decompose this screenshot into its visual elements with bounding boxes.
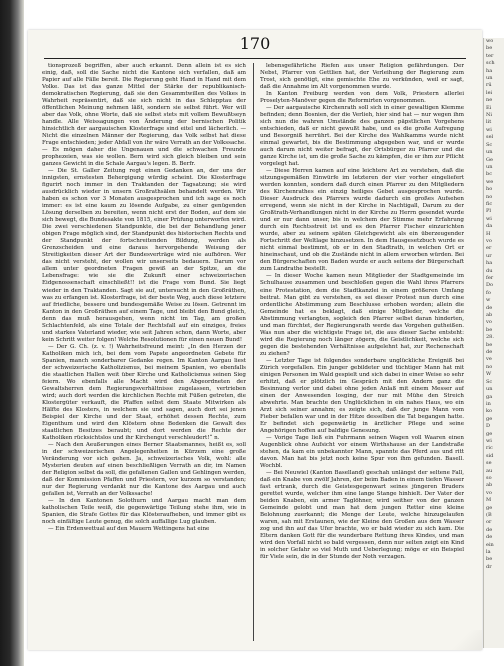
adjacent-page-fragment: wi (486, 126, 492, 133)
adjacent-page-fragment: de (486, 526, 493, 533)
paragraph: — Die St. Galler Zeitung regt einen Gedanken an, der uns der innigsten, ernstesten Behergigung würdig scheint. Die Klosterfrage figurirt noch immer in den Traktanden der Tagsatzung; sie wird ausdrücklich wieder in unsern Großrathsälen behandelt werden. Wir haben es schon vor 3 Monaten ausgesprochen und ich sage es noch immer: es ist eine kaum zu lösende Aufgabe, zu einer genügenden Lösung derselben zu bereiten, wenn nicht erst der Boden, auf dem sie sich bewegt, die Bundesakte von 1815, einer Prüfung unterworfen wird. Die zwei verschiedenen Standpunkte, die bei der Behandlung jener obigen Frage möglich sind, der Standpunkt des historischen Rechts und der Standpunkt der fortschreitenden Bildung, werden als Grenzscheiden und eine daraus hervorgehende Weisung der Streitigkeiten dieser Art der Bundesverträge wird nie aufhören. Wer das nicht versteht, der wollen wir unserseits bedauern. Darum vor allem unter geordneten Fragen gewiß an der Spitze, an die Lebensfrage: wie sie die Zukunft einer schweizerischen Eidgenossenschaft einschließt!! ist die Frage vom Bund. Sie liegt wieder in den Traktanden. Sagt sie auf, untersucht in den Großräthen, was zu erfangen ist. Klosterfrage, ist der beste Weg, auch diese letztere auf friedliche, bessere und bundesgemäße Weise zu lösen. Getrennt im Kanton in den Großräthen auf einem Tage, und bleibt den Bund gleich, denn das muß herausgehen, wenn nicht im Tag, am großen Schlachtenfeld, als eine Totale der Rechtsfall auf ein einziges, freies und starkes Vaterland wieder, wie seit Jahren schon, dann Worte, aber kein Schritt weiter folgen! Welche Resolutionen für einen neuen Bund! (42, 168, 246, 343)
adjacent-page-fragment: bc (486, 171, 493, 178)
adjacent-page-fragment: fer (486, 275, 494, 281)
adjacent-page-fragment: de (486, 349, 493, 356)
adjacent-page-fragment: Sc (486, 141, 493, 148)
adjacent-page-fragment: M (486, 497, 492, 504)
paragraph: In Kanton Freiburg werden von dem Volk, Priestern allerlei Proselyten-Manöver gegen die Reformirten vorgenommen. (260, 91, 464, 105)
adjacent-page-fragment: Ge (486, 156, 493, 163)
page-corner (422, 630, 482, 650)
adjacent-page-fragment: un (486, 386, 493, 393)
adjacent-page-fragment: fic (486, 200, 493, 207)
adjacent-page-fragment: H (486, 230, 491, 237)
adjacent-page-fragment: sid (486, 452, 494, 459)
paragraph: lebensgefährliche Riefen aus unser Religion gefährdungen. Der Nebst, Pfarrer von Gettlien hat, der Verleihung der Regierung zum Trost, sich genötigt, eine gemischte Ehe zu verkünden, weil er sagt, daß die Annahme im Alt vorgenommen wurde. (260, 63, 464, 91)
adjacent-page-fragment: ge (486, 430, 493, 437)
binding-shadow (0, 0, 24, 666)
adjacent-page-fragment: ge (486, 415, 493, 422)
adjacent-page-fragment: ein (486, 541, 494, 548)
adjacent-page-fragment: or (486, 519, 492, 526)
adjacent-page-fragment: wi (486, 215, 492, 222)
adjacent-page-fragment: ga (486, 393, 493, 400)
adjacent-page-fragment: sch (486, 60, 495, 67)
adjacent-page-fragment: Ni (486, 112, 492, 119)
adjacent-page-fragment: ha (486, 260, 493, 267)
adjacent-page-fragment: Ei (486, 104, 492, 111)
adjacent-page-fragment: vo (486, 489, 492, 496)
adjacent-page-fragment: be (486, 326, 493, 333)
adjacent-page-fragment: un (486, 163, 493, 170)
adjacent-page-fragment: Sc (486, 378, 493, 385)
adjacent-page-fragment: w (486, 297, 491, 304)
paragraph: — Der aargauische Kirchenrath soll sich in einer gewaltigen Klemme befinden; denn Bosnien, der die Verlieh, hier sind hat — nur wegen ihm sich nun die wahren Umstände des ganzen päpstlichen Vorgehens entschieden, daß er nicht gewußt habe, und es die große Aufregung und Besorgniß herrührt. Bei der Kirche des Wahlkamms wurde nicht einmal gewartet, bis die Bestimmung abgegeben war, und er wurde auch darum nicht weiter befragt, der Ortsbürger zu Pfarrer und die ganze Kirche ist, um die große Sache zu kämpfen, die er ihm zur Pflicht vorgelegt hat. (260, 105, 464, 168)
paragraph: — Der G. Ch. (z. v. !) Wahrheitsfreund meint: „In den Herzen der Katholiken mich ich, bei dem vom Papste angeordneten Gebete für Spanien, manch sonderbarer Gedanke regen. Im Kanton Aargau liest der schweizerische Katholizismus, bei meinem Spanien, wo ebenfalls die staatlichen Hallen weit über Kirche und Katholicismus seinen Sieg feiern. Wo ebenfalls alle Macht wird den Abgeordneten der Gewaltsherren dem Regierungsverhältnisse zugelassen, vertrieben wird; auch dort werden die kirchlichen Rechte mit Füßen getreten, die Klostergüter verkauft, die Pfaffen selbst dem Staate Mitwirken als Hälfte des Klosters, in welchem sie und sagen, auch dort sei jenen Beispiel der Kirche und der Staat, erhöhet dessen Rechte, zum Eigenthum und wird den Klöstern ohne Bedenken die Gewalt des staatlichen Besitzes beraubt; und dort werden die Rechte der Katholiken rücksichtslos und ihr Kirchengut verschleudert!“ n. (42, 343, 246, 441)
adjacent-page-fragment: vo (486, 237, 492, 244)
adjacent-page-fragment: so (486, 474, 492, 481)
paragraph: — Ein Erdenwettual auf den Mauern Wettingens hat eine (48, 526, 210, 533)
paragraph: — Vorige Tage ließ ein Fuhrmann seinen Wagen voll Waaren einen Augenblick ohne Aufsicht vor einem Wirthshause an der Landstraße stehen, da kam ein unbekannter Mann, spannte das Pferd aus und ritt davon. Man hat bis jetzt noch keine Spur von ihm gefunden. Basell. Wochbl. (260, 434, 464, 469)
paragraph: — In den Kantonen Solothurn und Aargau macht man dem katholischen Teile weiß, die gegenwärtige Teilung stehe ihm, wie in Spanien, die Strafe Gottes für das Klösteraufheben, und immer gibt es noch einfältige Leute genug, die solch auffallige Lug glauben. (42, 497, 246, 526)
paragraph: — In dieser Woche kamen neun Mitglieder der Stadtgemeinde im Schulhause zusammen und beschloßen gegen die Wahl ihres Pfarrers eine Protestation, dem die Stadtkanzlei in einem größeren Umfang beitrat. Man gibt zu verstehen, es sei dieser Protest nun durch eine ordentliche Abstimmung zum Beschlusse erhoben worden; allein die Gemeinde hat es beklagt, daß einige Mitglieder, welche die Abstimmung verlangten, sogleich den Pfarrer selbst daran hinderten, und man fürchtet, der Regierungsrath werde das Vorgehen gutheißen. Was nun aber die wichtigste Frage ist, die aus dieser Sache entsteht: wird die Regierung noch länger zögern, die Geistlichkeit, welche sich gegen die bestehenden Verhältnisse aufgelehnt hat, zur Rechenschaft zu ziehen? (260, 273, 464, 357)
paragraph: — Bei Neuwiel (Kanton Baselland) geschah unlängst der seltene Fall, daß ein Knabe von zwölf Jahren, der beim Baden in einem tiefen Wasser fast ertrank, durch die Geistesgegenwart seines jüngeren Bruders gerettet wurde, welcher ihm eine lange Stange hinhielt. Der Vater der beiden Knaben, ein armer Taglöhner, wird seither von der ganzen Gemeinde gelobt und man hat dem jungen Retter eine kleine Belohnung zuerkannt; die Menge der Leute, welche hinzugelaufen waren, sah mit Erstaunen, wie der Kleine den Großen aus dem Wasser zog und ihn auf das Ufer brachte, wo er bald wieder zu sich kam. Die Eltern danken Gott für die wunderbare Rettung ihres Kindes, und man wird den Vorfall nicht so bald vergessen, denn nur selten zeigt ein Kind in solcher Gefahr so viel Muth und Ueberlegung; möge er ein Beispiel für Viele sein, die in der Stunde der Noth verzagen. (260, 469, 464, 561)
adjacent-page-fragment: de (486, 534, 493, 541)
adjacent-page-fragment: sel (486, 134, 494, 141)
adjacent-page-fragment: er (486, 245, 492, 252)
paragraph: — Diese Herren kamen auf eine leichtere Art zu verstehen, daß die sitzungsgemäßen Einwürfe im letzteren der vier vorher eingeliefert werden konnten, sondern daß durch einen Pfarrer zu den Mitgliedern des Kirchenrathes ein einzig heiliges Gebet ausgesprochen wurde. Dieser Ausdruck des Pfarrers wurde dadurch ein großes Aufsehen erregend, wenn sie nicht in der Kirche in Nachtigall, Darum zu der Großtrath-Verhandlungen nicht in der Kirche zu Herrn gesendet wurde und er nur dann unser, bis in welchem der Stimme mehr Erfahrung durch ein Rechtsstreit ist und es den Pfarrer Fischer einzurichten wurde, aber zu seinem späten Gleichgewicht als ein überzeugender Fortschritt der Weltlage hinzusetzen. In dem Hausgesetzbuch wurde es nicht einmal bestimmt, ob er in den Stadtrath, in welchen Ort er hineinschaut, und ob die Zustände nicht in allem erworben würden. Bei den Bürgerschaften von Baden wurde er auch seitens der Bürgerschaft zum Landrathe bestellt. (260, 168, 464, 273)
right-column (260, 63, 464, 643)
adjacent-page-fragment: be (486, 556, 493, 563)
adjacent-page-fragment: au (486, 467, 493, 474)
adjacent-page-fragment: lit (486, 119, 492, 126)
adjacent-page-fragment: 28. (486, 334, 494, 341)
adjacent-page-fragment: Pl (486, 208, 491, 215)
adjacent-page-fragment: un (486, 75, 493, 82)
adjacent-page-fragment: ric (486, 445, 493, 452)
adjacent-page-fragment: ne (486, 97, 493, 104)
adjacent-page-fragment: un (486, 149, 493, 156)
adjacent-page-fragment: W (486, 371, 492, 378)
column-divider (253, 63, 254, 641)
adjacent-page-fragment: ho (486, 186, 493, 193)
adjacent-page-fragment: wo (486, 38, 494, 44)
adjacent-page-fragment: de (486, 304, 493, 311)
adjacent-page-fragment: ve (486, 356, 492, 363)
adjacent-page-fragment: no (486, 363, 493, 370)
adjacent-page-fragment: (B (486, 512, 492, 518)
adjacent-page-fragment: ge (486, 504, 493, 511)
adjacent-page-fragment: la (486, 549, 491, 556)
page-number: 170 (239, 34, 271, 53)
header-rule (44, 58, 466, 59)
adjacent-page-fragment: ab (486, 482, 493, 489)
paragraph: — Nach den Aeußerungen eines Berner Staatsmannes, heißt es, soll in der schweizerischen Angelegenheiten in Kürzem eine große Veränderung vor sich gehen. Ja, schweizerisches Volk, wohl: alle Mysterien deuten auf einen beschließligen Verrath an dir, im Namen der Religion selbst da soll, die gefallenen Gallen und Gehlingen werden, daß der Kommission Pfaffen und Priestern, vor kurzem so verstanden; nur der Regierung verdankt nur die Kantone des Aargau und auch gefallen ist, Verrath an der Volkssache! (42, 441, 246, 497)
adjacent-page-fragment: rü (486, 82, 492, 89)
adjacent-page-fragment: ter (486, 52, 494, 59)
adjacent-page-fragment: Do (486, 282, 494, 289)
adjacent-page-fragment: ha (486, 67, 493, 74)
adjacent-page-fragment: du (486, 267, 493, 274)
adjacent-page-fragment: we (486, 178, 494, 185)
adjacent-page-fragment: wi (486, 437, 492, 444)
adjacent-page-fragment: se (486, 460, 492, 467)
adjacent-page-fragment: ur (486, 252, 492, 259)
left-column (42, 63, 246, 643)
adjacent-page-fragment: ko (486, 408, 493, 415)
adjacent-page-fragment: be (486, 341, 493, 348)
adjacent-page-strip (483, 38, 504, 648)
paragraph: tionsprozeß begriffen, aber auch erkannt. Denn allein ist es sich einig, daß, soll die Sache nicht die Kantone sich verfallen, daß am Papier auf alle Fälle bereit. Die Regierung geht Hand in Hand mit dem Volke. Das ist das ganze Mittel der Stärke der republikanisch-demokratischen Regierung, daß sie den Gesammtwillen des Volkes in Wahrheit repräsentirt, daß sie sich nicht in das Schlepptau der öffentlichen Meinung nehmen läßt, sondern sie selbst führt. Wer will aber das Volk, ohne Worte, daß sie selbst stets mit vollem Bewußtseyn handle. Alle Weissagungen von Änderung der bernischen Politik hinsichtlich der aargauischen Klosterfrage sind eitel und lächerlich. — Nicht die einzelnen Männer der Regierung, das Volk selbst hat diese Frage entschieden; jeder Abfall von ihr wäre Verrath an der Volkssache. — Es mögen daher die Ungenauen und die schwachen Freunde prophezeien, was sie wollen. Bern wird sich gleich bleiben und sein ganzes Gewicht in die Schale Aargau's legen. B. Berfr. (42, 63, 246, 168)
adjacent-page-fragment: D (486, 423, 491, 430)
paragraph: — Letzter Tage ist folgendes sonderbare unglückliche Ereigniß bei Zürich vorgefallen. Ein junger gebildeter und tüchtiger Mann hat mit einigen Personen im Wald gespielt und sich dabei in einer Weise so sehr erhitzt, daß er plötzlich im Gespräch mit den Andern ganz die Besinnung verlor und dabei ohne jeden Anlaß mit einem Messer auf einen der Anwesenden losging, der nur mit Mühe den Streich abwehrte. Man brachte den Unglücklichen in ein nahes Haus, wo ein Arzt sich seiner annahm; es zeigte sich, daß der junge Mann vom Fieber befallen war und in der Hitze desselben die Tat begangen hatte. Er befindet sich gegenwärtig in ärztlicher Pflege und seine Angehörigen hoffen auf baldige Genesung. (260, 357, 464, 434)
adjacent-page-fragment: no (486, 193, 493, 200)
adjacent-page-fragment: in (486, 400, 491, 407)
adjacent-page-fragment: be (486, 45, 493, 52)
adjacent-page-fragment: dr (486, 563, 492, 570)
adjacent-page-fragment: da (486, 223, 493, 230)
adjacent-page-fragment: lei (486, 89, 493, 96)
newspaper-page (28, 30, 482, 650)
adjacent-page-fragment: ab (486, 312, 493, 319)
adjacent-page-fragment: fo (486, 289, 491, 296)
adjacent-page-fragment: vo (486, 319, 492, 326)
